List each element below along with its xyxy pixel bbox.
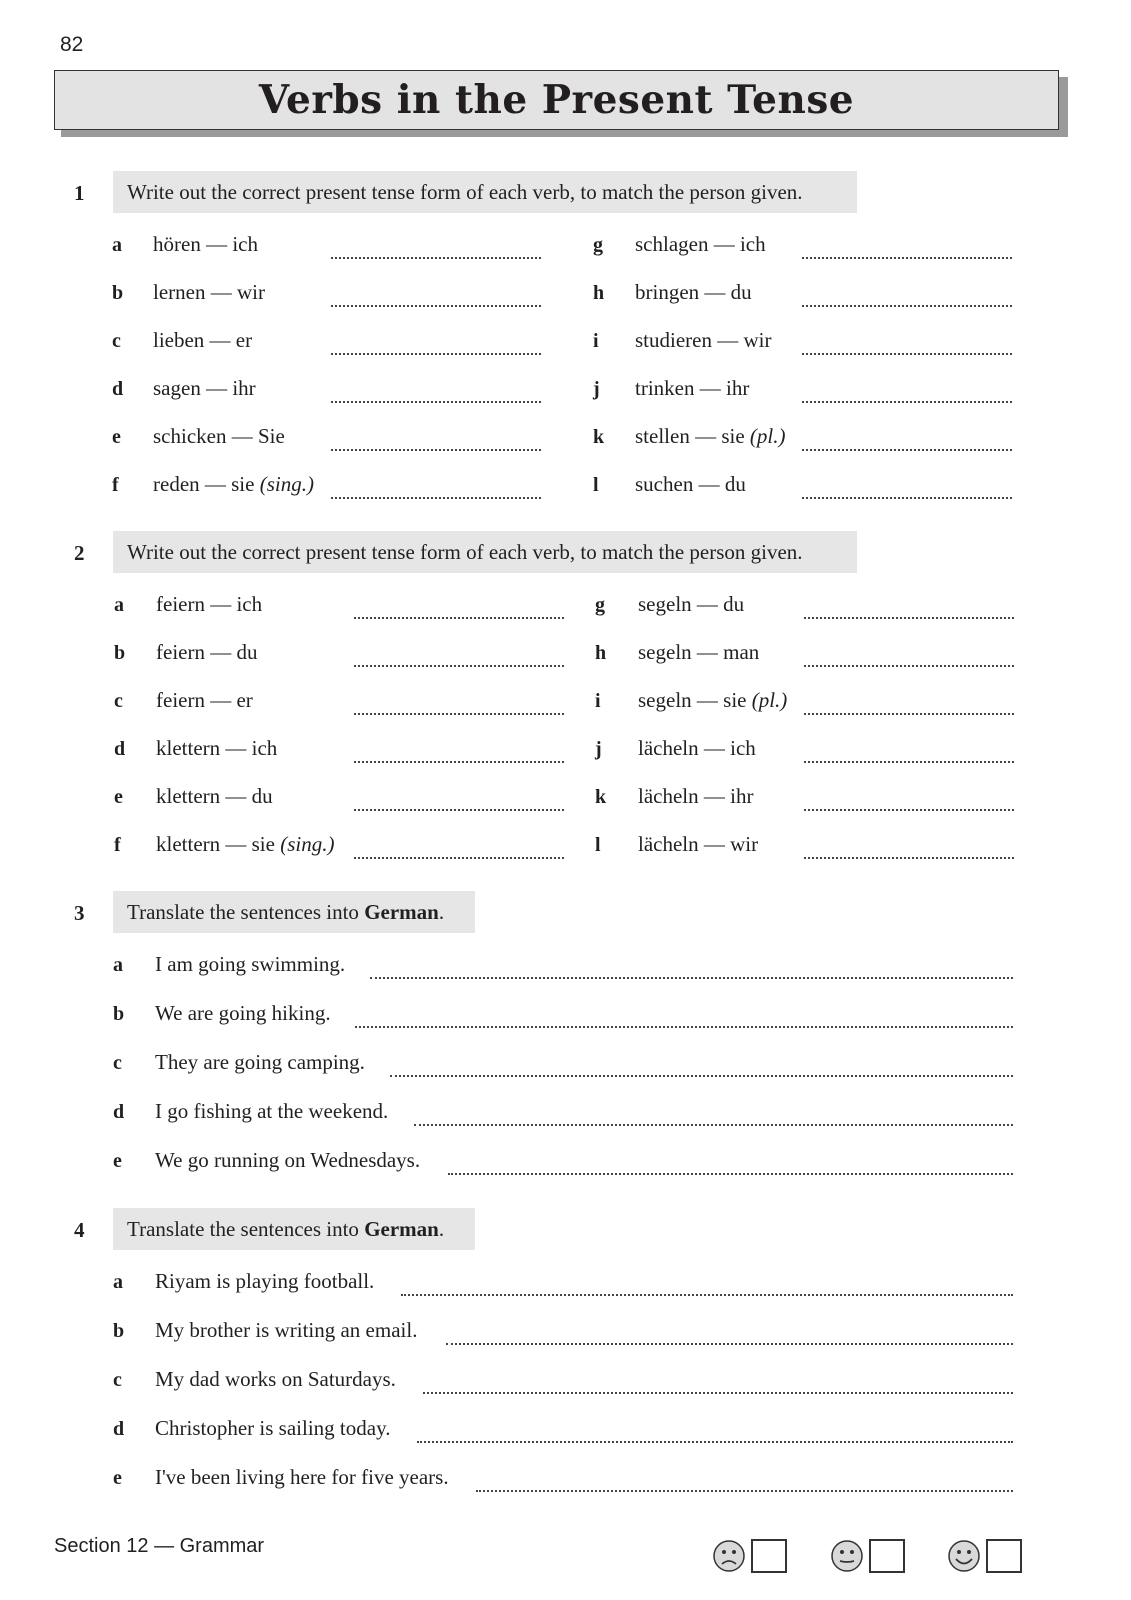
answer-line[interactable] (804, 809, 1014, 811)
question-4-instruction (113, 1208, 475, 1250)
rating-happy (947, 1539, 1022, 1573)
answer-line[interactable] (331, 401, 541, 403)
answer-line[interactable] (448, 1173, 1013, 1175)
question-2-instruction: Write out the correct present tense form of each verb, to match the person given. (113, 531, 857, 573)
answer-line[interactable] (414, 1124, 1013, 1126)
verb-text: feiern — du (156, 640, 258, 664)
item-letter: e (113, 1467, 122, 1489)
verb-prompt (635, 472, 746, 497)
verb-text: feiern — ich (156, 592, 263, 616)
verb-prompt (156, 640, 257, 665)
instruction-text: Translate the sentences into (127, 1216, 365, 1241)
verb-text: lächeln — wir (638, 832, 759, 856)
verb-text: lieben — er (153, 328, 253, 352)
verb-prompt (153, 424, 285, 449)
verb-text: bringen — du (635, 280, 752, 304)
item-letter: e (114, 786, 123, 808)
item-letter: d (113, 1418, 125, 1440)
verb-text: lächeln — ihr (638, 784, 754, 808)
verb-text: suchen — du (635, 472, 746, 496)
answer-line[interactable] (355, 1026, 1013, 1028)
item-letter: h (593, 282, 605, 304)
sentence-text: My dad works on Saturdays. (155, 1367, 396, 1391)
verb-prompt (638, 688, 787, 713)
item-letter: e (113, 1150, 122, 1172)
item-letter: l (593, 474, 599, 496)
verb-text: sagen — ihr (153, 376, 256, 400)
verb-text: lächeln — ich (638, 736, 756, 760)
item-letter: k (593, 426, 605, 448)
answer-line[interactable] (331, 305, 541, 307)
item-letter: c (113, 1052, 122, 1074)
item-letter: e (112, 426, 121, 448)
sentence-text: I've been living here for five years. (155, 1465, 449, 1489)
verb-text: hören — ich (153, 232, 258, 256)
answer-line[interactable] (354, 713, 564, 715)
sentence-text: I go fishing at the weekend. (155, 1099, 389, 1123)
instruction-period: . (438, 899, 445, 924)
answer-line[interactable] (446, 1343, 1013, 1345)
verb-prompt (635, 376, 749, 401)
answer-line[interactable] (804, 857, 1014, 859)
title-banner (54, 70, 1059, 130)
item-letter: a (113, 1271, 123, 1293)
answer-line[interactable] (802, 449, 1012, 451)
sentence-text: I am going swimming. (155, 952, 346, 976)
verb-prompt (635, 424, 785, 449)
answer-line[interactable] (354, 617, 564, 619)
section-footer: Section 12 — Grammar (54, 1535, 265, 1557)
item-letter: g (595, 594, 605, 616)
verb-prompt (156, 688, 253, 713)
neutral-face-icon (830, 1539, 864, 1573)
answer-line[interactable] (370, 977, 1013, 979)
answer-line[interactable] (401, 1294, 1013, 1296)
item-letter: b (114, 642, 126, 664)
item-letter: i (593, 330, 599, 352)
answer-line[interactable] (804, 761, 1014, 763)
rating-checkbox-neutral[interactable] (869, 1539, 905, 1573)
answer-line[interactable] (476, 1490, 1013, 1492)
answer-line[interactable] (331, 449, 541, 451)
question-3-instruction (113, 891, 475, 933)
item-letter: d (113, 1101, 125, 1123)
question-1-instruction: Write out the correct present tense form of each verb, to match the person given. (113, 171, 857, 213)
answer-line[interactable] (804, 713, 1014, 715)
item-letter: j (595, 738, 602, 760)
item-letter: d (112, 378, 124, 400)
sentence-text: Riyam is playing football. (155, 1269, 375, 1293)
verb-text: schicken — Sie (153, 424, 285, 448)
verb-prompt (153, 472, 314, 497)
verb-prompt (635, 232, 766, 257)
verb-text: feiern — er (156, 688, 253, 712)
rating-checkbox-sad[interactable] (751, 1539, 787, 1573)
answer-line[interactable] (802, 353, 1012, 355)
verb-note: (pl.) (751, 688, 788, 712)
item-letter: a (114, 594, 124, 616)
sentence-text: We are going hiking. (155, 1001, 331, 1025)
item-letter: f (114, 834, 121, 856)
verb-text: schlagen — ich (635, 232, 766, 256)
answer-line[interactable] (354, 761, 564, 763)
verb-prompt (153, 232, 258, 257)
answer-line[interactable] (804, 617, 1014, 619)
happy-face-icon (947, 1539, 981, 1573)
question-number-2: 2 (74, 541, 85, 565)
verb-text: stellen — sie (635, 424, 745, 448)
verb-prompt (156, 832, 334, 857)
verb-prompt (156, 592, 262, 617)
rating-neutral (830, 1539, 905, 1573)
verb-text: trinken — ihr (635, 376, 750, 400)
answer-line[interactable] (802, 497, 1012, 499)
page-number: 82 (60, 33, 84, 56)
item-letter: h (595, 642, 607, 664)
rating-checkbox-happy[interactable] (986, 1539, 1022, 1573)
verb-text: studieren — wir (635, 328, 772, 352)
verb-text: lernen — wir (153, 280, 265, 304)
verb-prompt (156, 736, 277, 761)
rating-sad (712, 1539, 787, 1573)
verb-text: segeln — sie (638, 688, 747, 712)
sentence-text: My brother is writing an email. (155, 1318, 418, 1342)
verb-prompt (153, 280, 265, 305)
item-letter: g (593, 234, 603, 256)
sentence-text: We go running on Wednesdays. (155, 1148, 421, 1172)
verb-prompt (638, 736, 756, 761)
verb-prompt (635, 328, 771, 353)
verb-text: klettern — sie (156, 832, 275, 856)
verb-note: (sing.) (280, 832, 335, 856)
answer-line[interactable] (802, 305, 1012, 307)
item-letter: b (113, 1320, 125, 1342)
item-letter: b (113, 1003, 125, 1025)
item-letter: j (593, 378, 600, 400)
answer-line[interactable] (354, 857, 564, 859)
verb-prompt (638, 640, 759, 665)
item-letter: k (595, 786, 607, 808)
verb-text: klettern — ich (156, 736, 278, 760)
answer-line[interactable] (331, 497, 541, 499)
item-letter: f (112, 474, 119, 496)
answer-line[interactable] (802, 401, 1012, 403)
sentence-text: They are going camping. (155, 1050, 365, 1074)
item-letter: b (112, 282, 124, 304)
page-title: Verbs in the Present Tense (258, 77, 855, 123)
verb-text: segeln — du (638, 592, 745, 616)
verb-prompt (635, 280, 752, 305)
verb-text: segeln — man (638, 640, 760, 664)
answer-line[interactable] (423, 1392, 1013, 1394)
answer-line[interactable] (331, 257, 541, 259)
question-number-3: 3 (74, 901, 85, 925)
answer-line[interactable] (417, 1441, 1013, 1443)
item-letter: l (595, 834, 601, 856)
answer-line[interactable] (804, 665, 1014, 667)
verb-prompt (638, 592, 744, 617)
item-letter: d (114, 738, 126, 760)
verb-prompt (638, 784, 753, 809)
answer-line[interactable] (354, 809, 564, 811)
answer-line[interactable] (354, 665, 564, 667)
item-letter: c (113, 1369, 122, 1391)
verb-text: reden — sie (153, 472, 255, 496)
verb-prompt (153, 328, 252, 353)
item-letter: c (114, 690, 123, 712)
answer-line[interactable] (331, 353, 541, 355)
instruction-language: German (364, 1216, 439, 1241)
verb-prompt (153, 376, 256, 401)
verb-prompt (638, 832, 758, 857)
instruction-language: German (364, 899, 439, 924)
sentence-text: Christopher is sailing today. (155, 1416, 391, 1440)
answer-line[interactable] (802, 257, 1012, 259)
question-number-4: 4 (74, 1218, 85, 1242)
item-letter: i (595, 690, 601, 712)
answer-line[interactable] (390, 1075, 1013, 1077)
sad-face-icon (712, 1539, 746, 1573)
item-letter: a (112, 234, 122, 256)
verb-note: (sing.) (259, 472, 314, 496)
instruction-period: . (438, 1216, 445, 1241)
verb-prompt (156, 784, 273, 809)
item-letter: c (112, 330, 121, 352)
verb-text: klettern — du (156, 784, 273, 808)
verb-note: (pl.) (749, 424, 786, 448)
item-letter: a (113, 954, 123, 976)
question-number-1: 1 (74, 181, 85, 205)
instruction-text: Translate the sentences into (127, 899, 365, 924)
